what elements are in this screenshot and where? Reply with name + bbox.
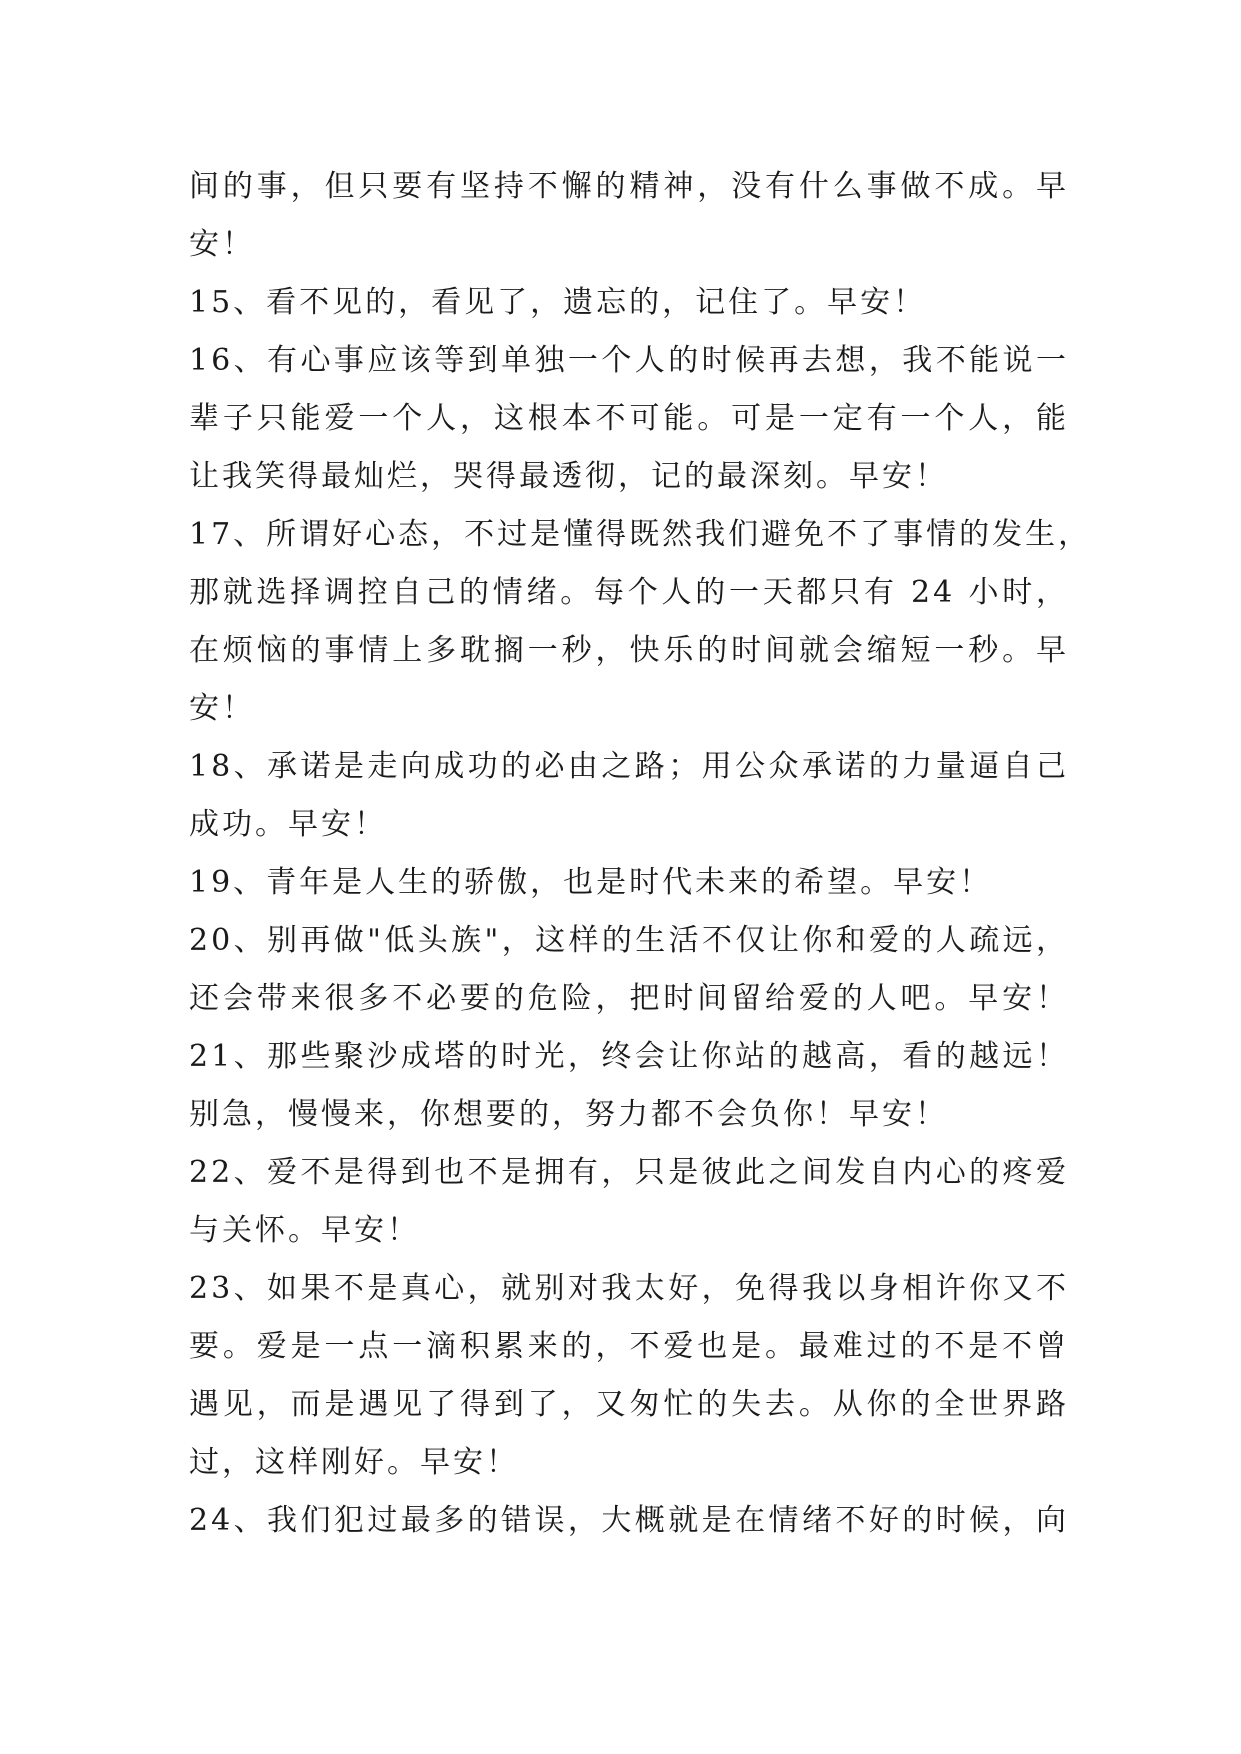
text-line: 让我笑得最灿烂，哭得最透彻，记的最深刻。早安！ [189,459,948,494]
text-line: 在烦恼的事情上多耽搁一秒，快乐的时间就会缩短一秒。早 [189,633,1069,668]
text-line: 18、承诺是走向成功的必由之路；用公众承诺的力量逼自己 [189,749,1069,784]
text-line: 19、青年是人生的骄傲，也是时代未来的希望。早安！ [189,865,993,900]
text-line: 17、所谓好心态，不过是懂得既然我们避免不了事情的发生， [189,517,1092,552]
text-line: 成功。早安！ [189,807,387,842]
text-line: 20、别再做"低头族"，这样的生活不仅让你和爱的人疏远， [189,923,1069,958]
text-line: 与关怀。早安！ [189,1213,420,1248]
text-line: 安！ [189,691,255,726]
text-line: 23、如果不是真心，就别对我太好，免得我以身相许你又不 [189,1271,1069,1306]
document-body [189,158,1092,1550]
text-line: 要。爱是一点一滴积累来的，不爱也是。最难过的不是不曾 [189,1329,1069,1364]
text-line: 辈子只能爱一个人，这根本不可能。可是一定有一个人，能 [189,401,1069,436]
text-line: 22、爱不是得到也不是拥有，只是彼此之间发自内心的疼爱 [189,1155,1069,1190]
text-line: 过，这样刚好。早安！ [189,1445,519,1480]
text-line: 还会带来很多不必要的危险，把时间留给爱的人吧。早安！ [189,981,1069,1016]
text-line: 16、有心事应该等到单独一个人的时候再去想，我不能说一 [189,343,1069,378]
text-line: 21、那些聚沙成塔的时光，终会让你站的越高，看的越远！ [189,1039,1069,1074]
text-line: 安！ [189,227,255,262]
text-line: 遇见，而是遇见了得到了，又匆忙的失去。从你的全世界路 [189,1387,1069,1422]
text-line: 间的事，但只要有坚持不懈的精神，没有什么事做不成。早 [189,169,1069,204]
text-line: 24、我们犯过最多的错误，大概就是在情绪不好的时候，向 [189,1503,1069,1538]
text-line: 别急，慢慢来，你想要的，努力都不会负你！早安！ [189,1097,948,1132]
text-line: 15、看不见的，看见了，遗忘的，记住了。早安！ [189,285,927,320]
text-line: 那就选择调控自己的情绪。每个人的一天都只有 24 小时， [189,575,1069,610]
